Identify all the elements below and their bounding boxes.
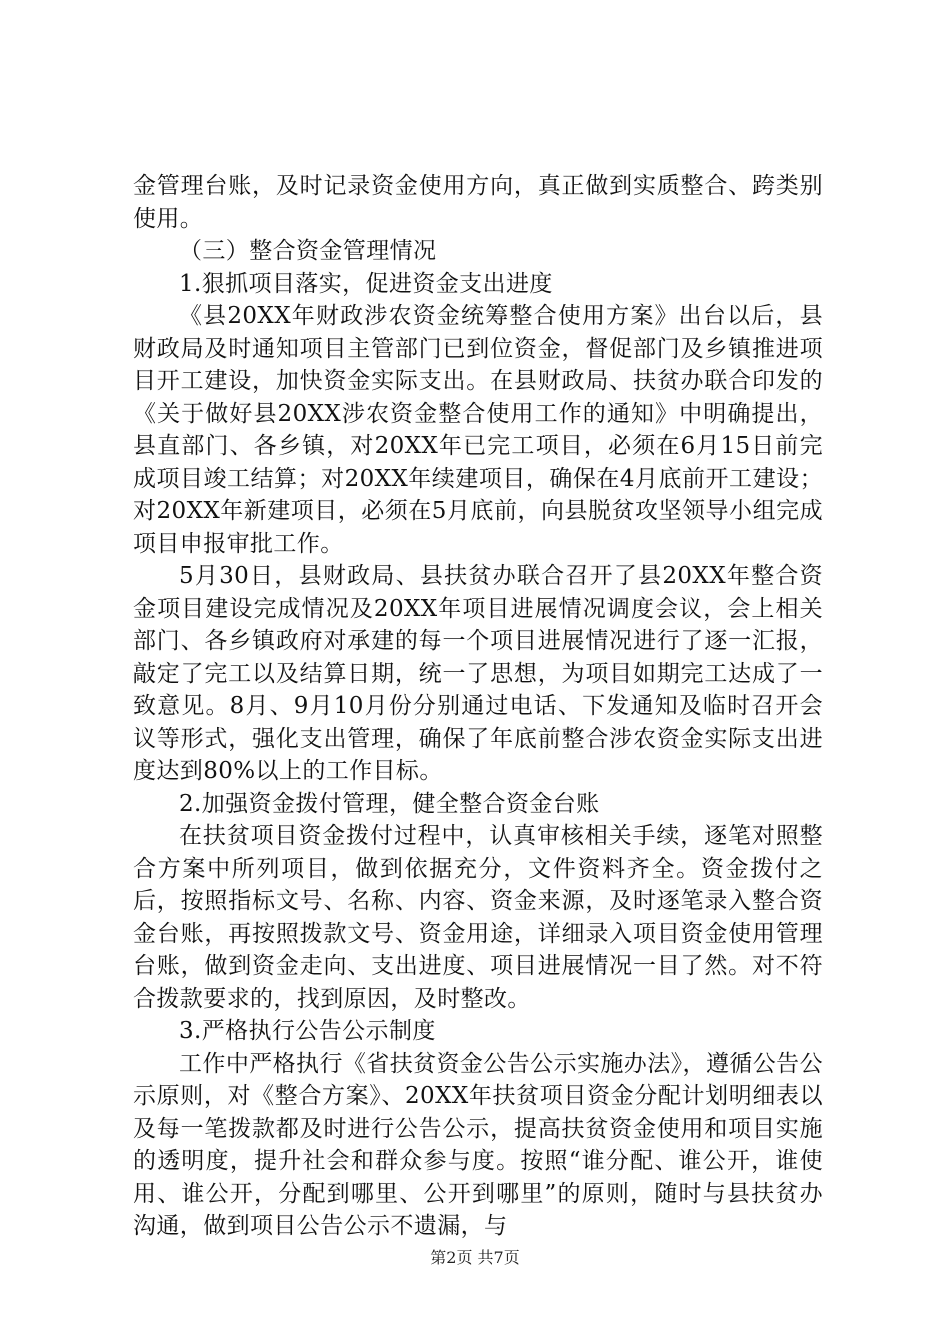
paragraph-meeting: 5月30日，县财政局、县扶贫办联合召开了县20XX年整合资金项目建设完成情况及20XX年项目进展情况调度会议，会上相关部门、各乡镇政府对承建的每一个项目进展情况进行了逐一汇报，敲定了完工以及结算日期，统一了思想，为项目如期完工达成了一致意见。8月、9月10月份分别通过电话、下发通知及临时召开会议等形式，强化支出管理，确保了年底前整合涉农资金实际支出进度达到80%以上的工作目标。 bbox=[133, 563, 823, 784]
paragraph-plan-issued: 《县20XX年财政涉农资金统筹整合使用方案》出台以后，县财政局及时通知项目主管部门已到位资金，督促部门及乡镇推进项目开工建设，加快资金实际支出。在县财政局、扶贫办联合印发的《关于做好县20XX涉农资金整合使用工作的通知》中明确提出，县直部门、各乡镇，对20XX年已完工项目，必须在6月15日前完成项目竣工结算；对20XX年续建项目，确保在4月底前开工建设；对20XX年新建项目，必须在5月底前，向县脱贫攻坚领导小组完成项目申报审批工作。 bbox=[133, 303, 823, 557]
section-heading-integrated-funds: （三）整合资金管理情况 bbox=[179, 238, 437, 264]
document-body bbox=[133, 170, 823, 1243]
page-number-footer: 第2页 共7页 bbox=[430, 1248, 520, 1267]
paragraph-continuation: 金管理台账，及时记录资金使用方向，真正做到实质整合、跨类别使用。 bbox=[133, 173, 823, 232]
subheading-fund-disbursement: 2.加强资金拨付管理，健全整合资金台账 bbox=[179, 790, 600, 817]
subheading-project-implementation: 1.狠抓项目落实，促进资金支出进度 bbox=[179, 270, 553, 297]
subheading-public-notice: 3.严格执行公告公示制度 bbox=[179, 1018, 436, 1044]
paragraph-disbursement: 在扶贫项目资金拨付过程中，认真审核相关手续，逐笔对照整合方案中所列项目，做到依据充分，文件资料齐全。资金拨付之后，按照指标文号、名称、内容、资金来源，及时逐笔录入整合资金台账，再按照拨款文号、资金用途，详细录入项目资金使用管理台账，做到资金走向、支出进度、项目进展情况一目了然。对不符合拨款要求的，找到原因，及时整改。 bbox=[133, 823, 823, 1012]
paragraph-public-notice: 工作中严格执行《省扶贫资金公告公示实施办法》，遵循公告公示原则，对《整合方案》、20XX年扶贫项目资金分配计划明细表以及每一笔拨款都及时进行公告公示，提高扶贫资金使用和项目实施的透明度，提升社会和群众参与度。按照“谁分配、谁公开，谁使用、谁公开，分配到哪里、公开到哪里”的原则，随时与县扶贫办沟通，做到项目公告公示不遗漏，与 bbox=[133, 1050, 823, 1239]
